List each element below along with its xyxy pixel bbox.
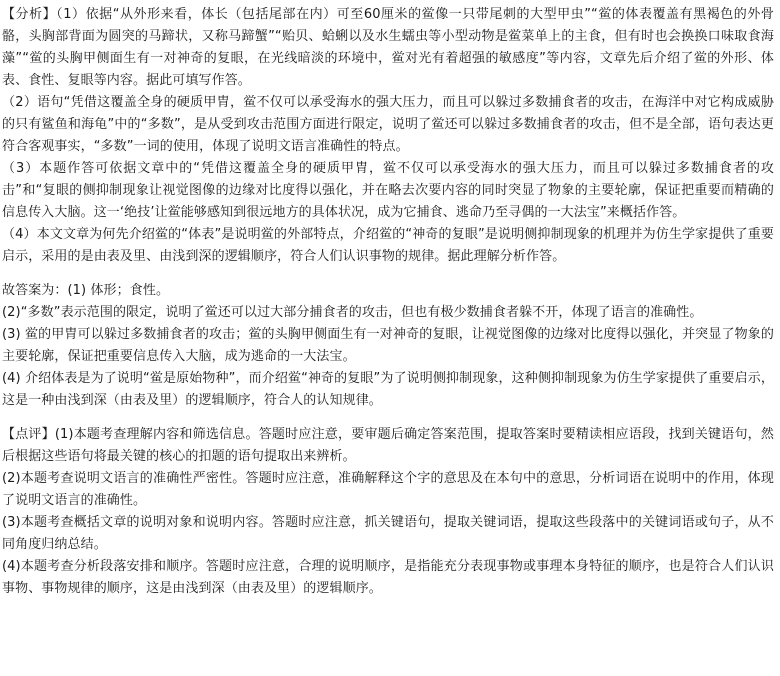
analysis-section bbox=[2, 4, 774, 268]
review-section bbox=[2, 424, 774, 600]
answer-paragraph-3: (3) 鲎的甲胄可以躲过多数捕食者的攻击；鲎的头胸甲侧面生有一对神奇的复眼，让视觉图像的边缘对比度得以强化，并突显了物象的主要轮廓，保证把重要信息传入大脑，成为逃命的一大法宝。 bbox=[2, 327, 774, 364]
section-spacer bbox=[2, 268, 774, 280]
answer-paragraph-2: (2)“多数”表示范围的限定，说明了鲎还可以过大部分捕食者的攻击，但也有极少数捕食者躲不开，体现了语言的准确性。 bbox=[2, 305, 703, 320]
analysis-paragraph-2: （2）语句“凭借这覆盖全身的硬质甲胄，鲎不仅可以承受海水的强大压力，而且可以躲过多数捕食者的攻击，在海洋中对它构成威胁的只有鲨鱼和海龟”中的“多数”，是从受到攻击范围方面进行限定，说明了鲎还可以躲过多数捕食者的攻击，但不是全部，语句表达更符合客观事实，“多数”一词的使用，体现了说明文语言准确性的特点。 bbox=[2, 95, 774, 154]
answer-paragraph-4: (4) 介绍体表是为了说明“鲎是原始物种”，而介绍鲎“神奇的复眼”为了说明侧抑制现象，这种侧抑制现象为仿生学家提供了重要启示，这是一种由浅到深（由表及里）的逻辑顺序，符合人的认知规律。 bbox=[2, 371, 774, 408]
section-spacer bbox=[2, 412, 774, 424]
analysis-paragraph-4: （4）本文文章为何先介绍鲎的“体表”是说明鲎的外部特点，介绍鲎的“神奇的复眼”是说明侧抑制现象的机理并为仿生学家提供了重要启示，采用的是由表及里、由浅到深的逻辑顺序，符合人们认识事物的规律。据此理解分析作答。 bbox=[2, 227, 774, 264]
analysis-paragraph-1: 【分析】（1）依据“从外形来看，体长（包括尾部在内）可至60厘米的鲎像一只带尾刺的大型甲虫”“鲎的体表覆盖有黑褐色的外骨骼，头胸部背面为圆突的马蹄状，又称马蹄蟹”“贻贝、蛤蜊以及水生蠕虫等小型动物是鲎菜单上的主食，但有时也会换换口味取食海藻”“鲎的头胸甲侧面生有一对神奇的复眼，在光线暗淡的环境中，鲎对光有着超强的敏感度”等内容，文章先后介绍了鲎的外形、体表、食性、复眼等内容。据此可填写作答。 bbox=[2, 7, 774, 88]
solution-document bbox=[2, 4, 774, 600]
review-paragraph-1: 【点评】(1)本题考查理解内容和筛选信息。答题时应注意，要审题后确定答案范围，提取答案时要精读相应语段，找到关键语句，然后根据这些语句将最关键的核心的扣题的语句提取出来辨析。 bbox=[2, 427, 774, 464]
review-paragraph-2: (2)本题考查说明文语言的准确性严密性。答题时应注意，准确解释这个字的意思及在本句中的意思，分析词语在说明中的作用，体现了说明文语言的准确性。 bbox=[2, 471, 774, 508]
answer-section bbox=[2, 280, 774, 412]
analysis-paragraph-3: （3）本题作答可依据文章中的“凭借这覆盖全身的硬质甲胄，鲎不仅可以承受海水的强大压力，而且可以躲过多数捕食者的攻击”和“复眼的侧抑制现象让视觉图像的边缘对比度得以强化，并在略去次要内容的同时突显了物象的主要轮廓，保证把重要而精确的信息传入大脑。这一‘绝技’让鲎能够感知到很远地方的具体状况，成为它捕食、逃命乃至寻偶的一大法宝”来概括作答。 bbox=[2, 161, 774, 220]
review-paragraph-3: (3)本题考查概括文章的说明对象和说明内容。答题时应注意，抓关键语句，提取关键词语，提取这些段落中的关键词语或句子，从不同角度归纳总结。 bbox=[2, 515, 774, 552]
review-paragraph-4: (4)本题考查分析段落安排和顺序。答题时应注意，合理的说明顺序，是指能充分表现事物或事理本身特征的顺序，也是符合人们认识事物、事物规律的顺序，这是由浅到深（由表及里）的逻辑顺序。 bbox=[2, 559, 774, 596]
answer-paragraph-1: 故答案为：(1) 体形；食性。 bbox=[2, 283, 170, 298]
